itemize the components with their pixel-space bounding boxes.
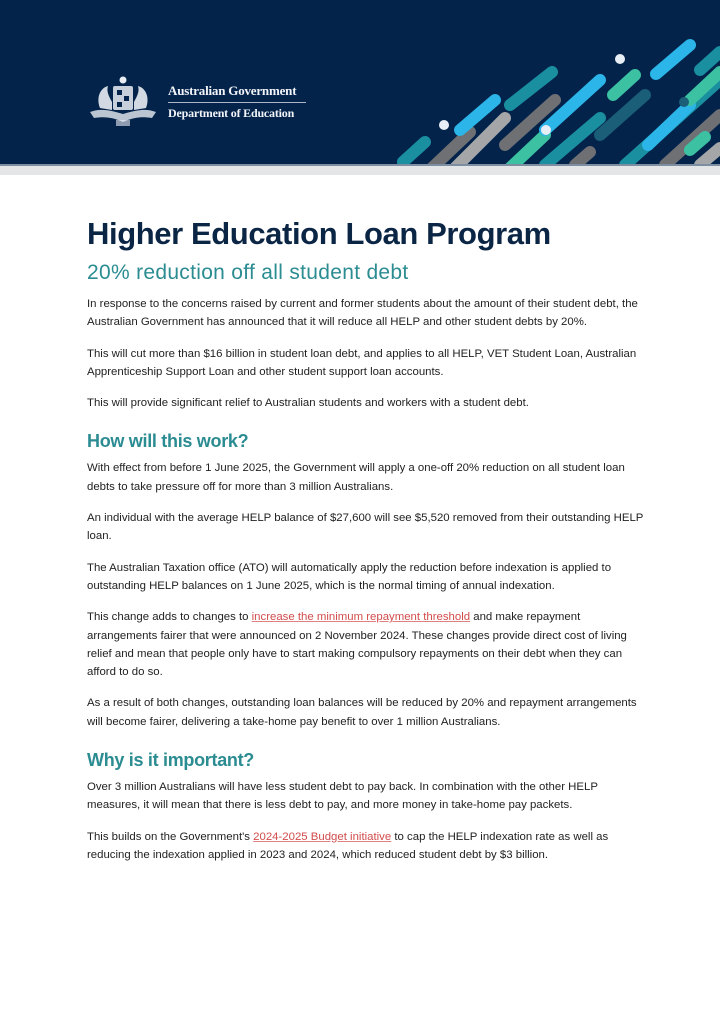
section2-paragraph-1: Over 3 million Australians will have less student debt to pay back. In combination with the other HELP measures, it will mean that there is less debt to pay, and more money in take-home pay packets. xyxy=(87,781,598,812)
section1-paragraph-2: An individual with the average HELP balance of $27,600 will see $5,520 removed from their outstanding HELP loan. xyxy=(87,512,644,543)
text-segment: This builds on the Government's xyxy=(87,830,254,843)
document-subtitle: 20% reduction off all student debt xyxy=(87,261,409,284)
section1-paragraph-3: The Australian Taxation office (ATO) will automatically apply the reduction before indexation is applied to outstanding HELP balances on 1 June 2025, which is the normal timing of annual indexation. xyxy=(87,561,612,592)
australian-government-logo xyxy=(86,74,306,130)
intro-paragraph-2: This will cut more than $16 billion in student loan debt, and applies to all HELP, VET Student Loan, Australian Apprenticeship Support Loan and other student support loan accounts. xyxy=(87,347,637,378)
section1-paragraph-1: With effect from before 1 June 2025, the Government will apply a one-off 20% reduction on all student loan debts to take pressure off for more than 3 million Australians. xyxy=(87,462,625,493)
coat-of-arms-icon xyxy=(86,74,160,130)
page-header-banner xyxy=(0,0,720,164)
document-title: Higher Education Loan Program xyxy=(87,216,551,251)
link-increase-minimum-repayment-threshold[interactable]: increase the minimum repayment threshold xyxy=(251,611,471,624)
section-heading-why-is-it-important: Why is it important? xyxy=(87,750,254,771)
text-segment: and make repayment arrangements fairer that were announced on 2 November 2024. These changes provide direct cost of living relief and mean that people only have to start making compulsory repayments on their debt when they can afford to do so. xyxy=(87,611,627,679)
section1-link-paragraph xyxy=(87,608,647,681)
header-grey-band xyxy=(0,166,720,175)
link-budget-initiative[interactable]: 2024-2025 Budget initiative xyxy=(253,830,392,843)
text-segment: to cap the HELP indexation rate as well as reducing the indexation applied in 2023 and 2024, which reduced student debt by $3 billion. xyxy=(87,830,609,861)
intro-paragraph-3: This will provide significant relief to Australian students and workers with a student debt. xyxy=(87,397,529,410)
section2-link-paragraph xyxy=(87,828,647,865)
intro-paragraph-1: In response to the concerns raised by current and former students about the amount of their student debt, the Australian Government has announced that it will reduce all HELP and other student debts by 20%. xyxy=(87,298,638,329)
document-body xyxy=(87,214,647,864)
text-segment: This change adds to changes to xyxy=(87,611,252,624)
logo-australian-government: Australian Government xyxy=(168,83,306,103)
section1-closing-paragraph: As a result of both changes, outstanding loan balances will be reduced by 20% and repayment arrangements will become fairer, delivering a take-home pay benefit to over 1 million Australians. xyxy=(87,697,637,728)
logo-department-of-education: Department of Education xyxy=(168,106,295,120)
section-heading-how-will-this-work: How will this work? xyxy=(87,431,249,452)
